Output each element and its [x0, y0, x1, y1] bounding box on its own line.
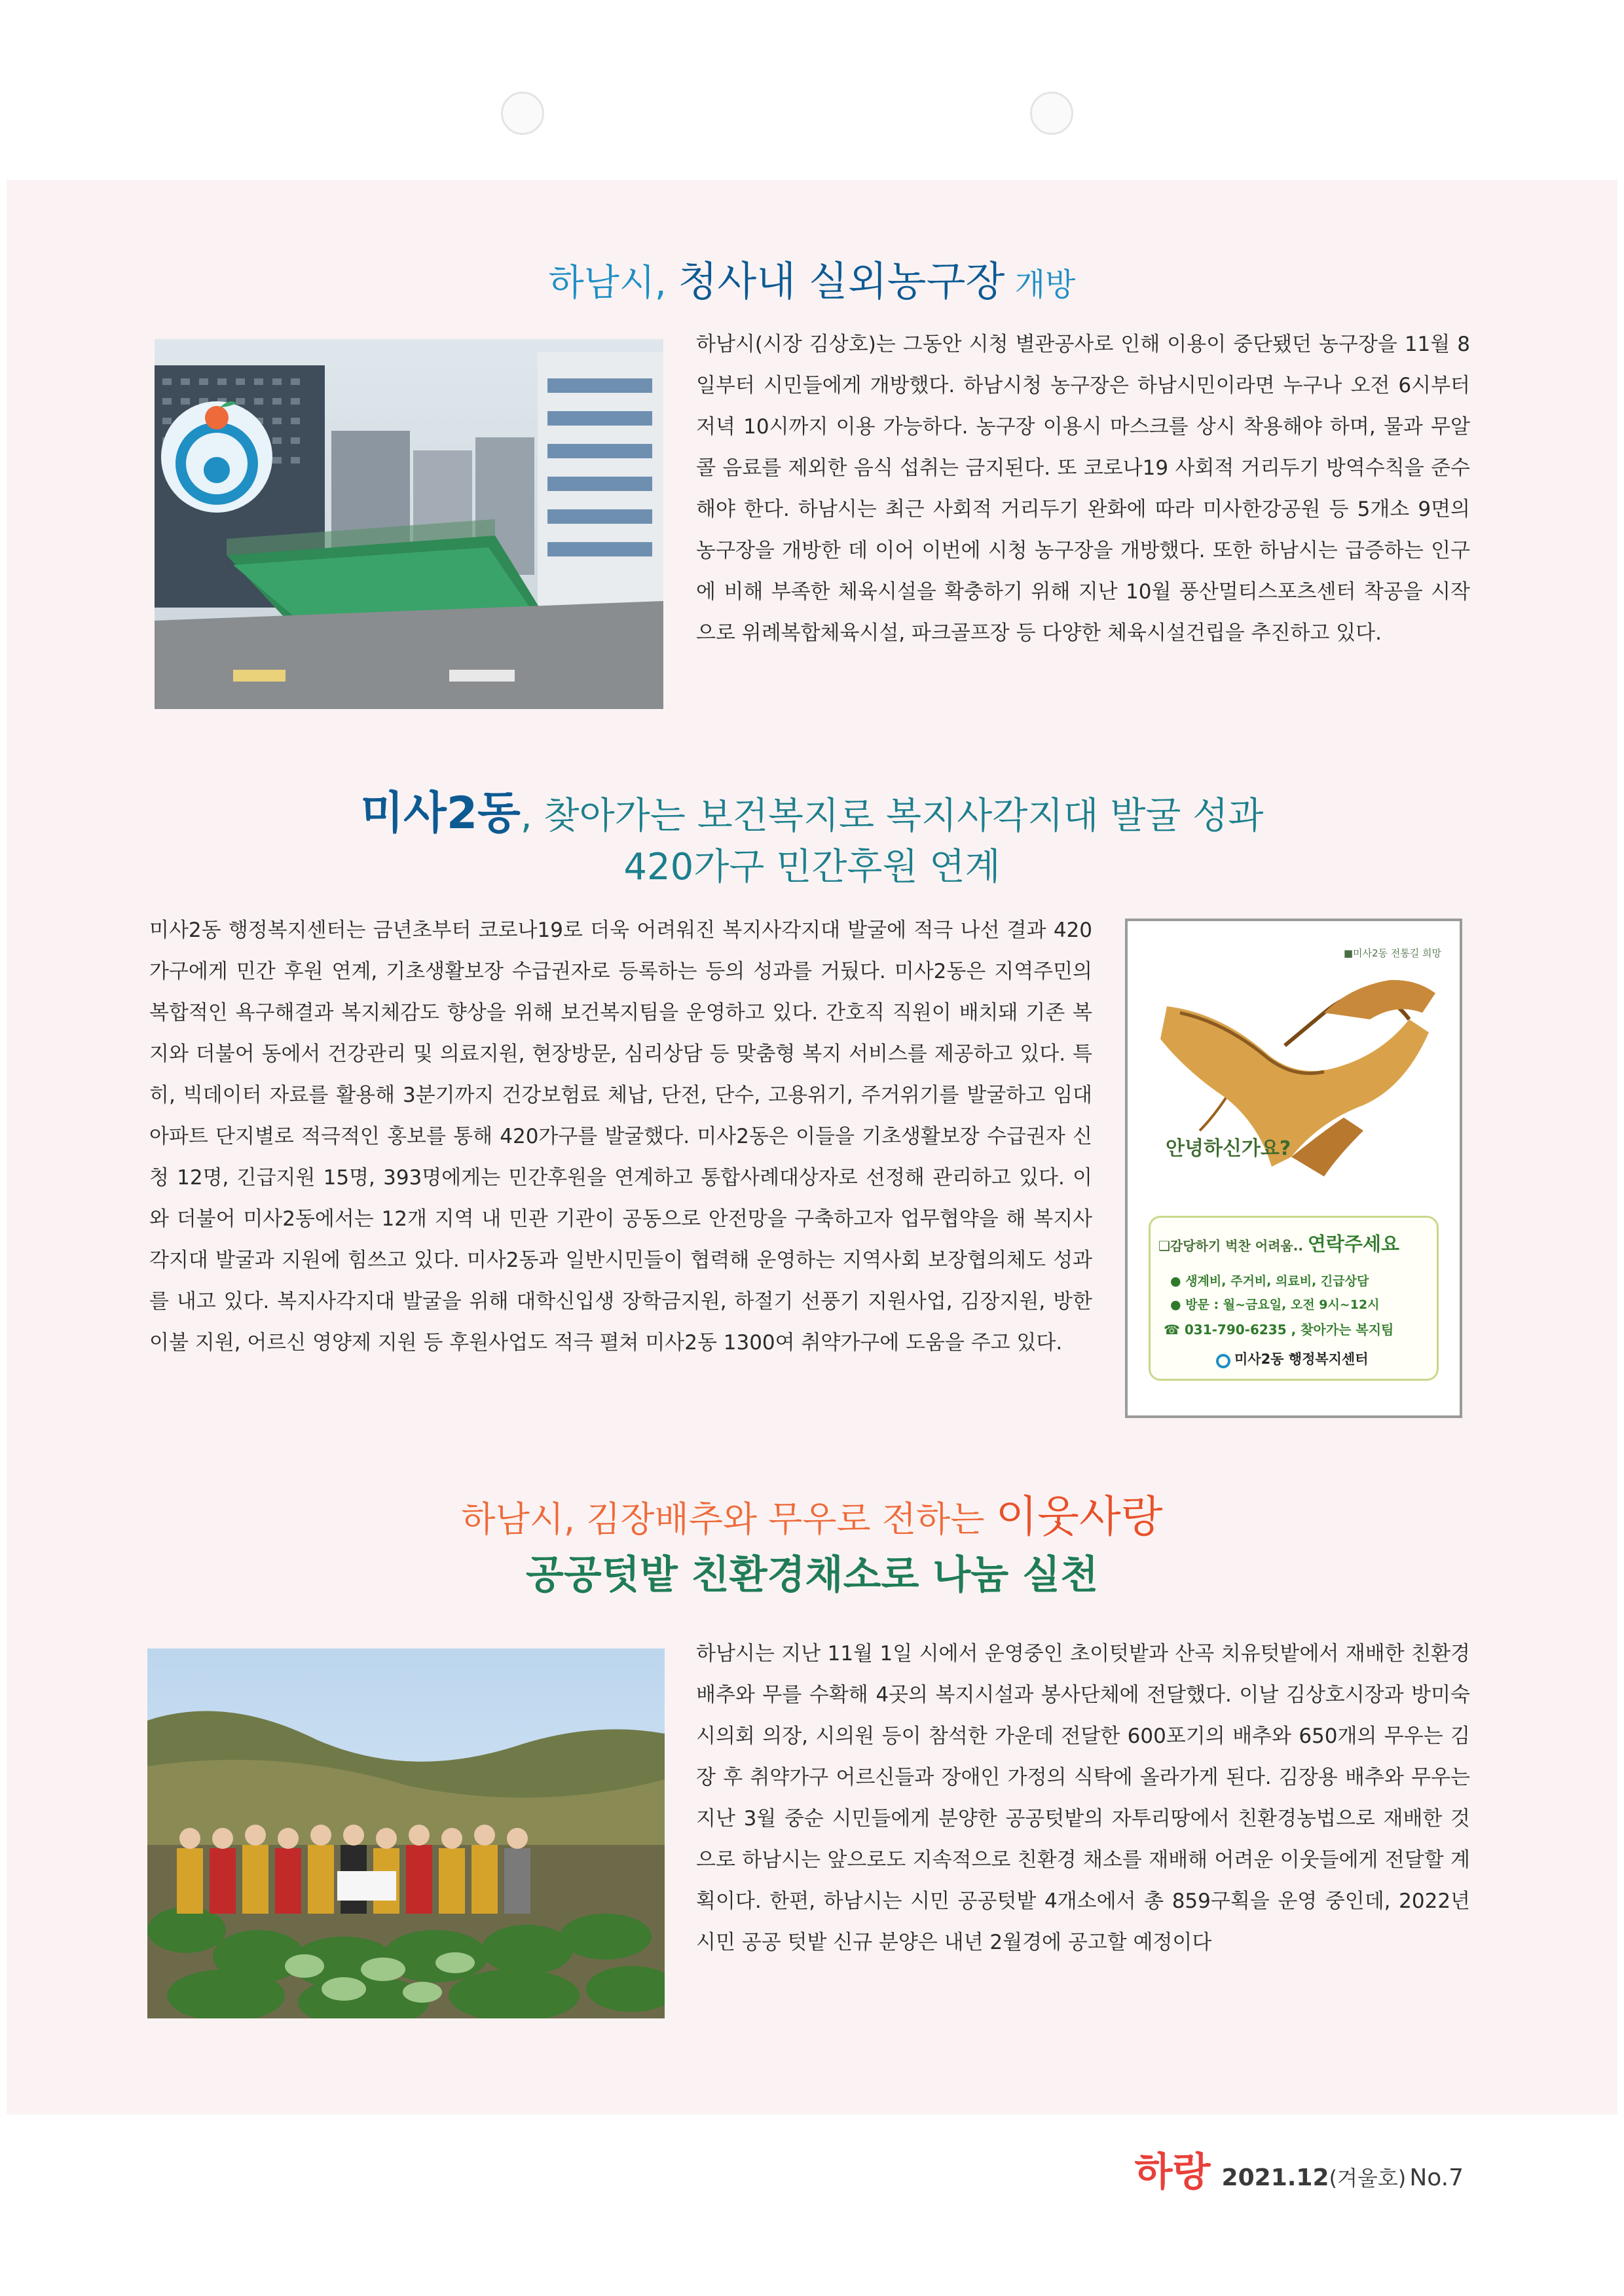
article1-title-part3: 개방 [1005, 266, 1076, 303]
article1-title-part2: 청사내 실외농구장 [678, 257, 1005, 305]
poster-item-text: 방문 : 월~금요일, 오전 9시~12시 [1185, 1298, 1380, 1312]
issue-date: 2021.12 [1221, 2164, 1329, 2191]
poster-box-title [1158, 1230, 1399, 1256]
article2-body: 미사2동 행정복지센터는 금년초부터 코로나19로 더욱 어려워진 복지사각지대 발굴에 적극 나선 결과 420가구에게 민간 후원 연계, 기초생활보장 수급권자로 등록하는 등의 성과를 거뒀다. 미사2동은 지역주민의 복합적인 욕구해결과 복지체감도 향상을 위해 보건복지팀을 운영하고 있다. 간호직 직원이 배치돼 기존 복지와 더불어 동에서 건강관리 및 의료지원, 현장방문, 심리상담 등 맞춤형 복지 서비스를 제공하고 있다. 특히, 빅데이터 자료를 활용해 3분기까지 건강보험료 체납, 단전, 단수, 고용위기, 주거위기를 발굴하고 임대아파트 단지별로 적극적인 홍보를 통해 420가구를 발굴했다. 미사2동은 이들을 기초생활보장 수급권자 신청 12명, 긴급지원 15명, 393명에게는 민간후원을 연계하고 통합사례대상자로 선정해 관리하고 있다. 이와 더불어 미사2동에서는 12개 지역 내 민관 기관이 공동으로 안전망을 구축하고자 업무협약을 해 복지사각지대 발굴과 지원에 힘쓰고 있다. 미사2동과 일반시민들이 협력해 운영하는 지역사회 보장협의체도 성과를 내고 있다. 복지사각지대 발굴을 위해 대학신입생 장학금지원, 하절기 선풍기 지원사업, 김장지원, 방한이불 지원, 어르신 영양제 지원 등 후원사업도 적극 펼쳐 미사2동 1300여 취약가구에 도움을 주고 있다. [149, 919, 1092, 1355]
article3-title-a: 하남시, 김장배추와 무우로 전하는 [461, 1499, 996, 1540]
article2-title-bold: 미사2동 [360, 788, 521, 839]
poster-phone: ☎ 031-790-6235 , 찾아가는 복지팀 [1164, 1322, 1394, 1338]
magazine-brand: 하랑 [1134, 2149, 1211, 2195]
poster-item: ● 방문 : 월~금요일, 오전 9시~12시 [1170, 1298, 1380, 1312]
issue-season: (겨울호) [1329, 2166, 1407, 2191]
article2-title-line1 [0, 778, 1624, 841]
poster-item: ● 생계비, 주거비, 의료비, 긴급상담 [1170, 1274, 1369, 1288]
donation-banner [337, 1871, 396, 1901]
article1-title [0, 249, 1624, 307]
article3-body: 하남시는 지난 11월 1일 시에서 운영중인 초이텃밭과 산곡 치유텃밭에서 재배한 친환경 배추와 무를 수확해 4곳의 복지시설과 봉사단체에 전달했다. 이날 김상호시장과 방미숙 시의회 의장, 시의원 등이 참석한 가운데 전달한 600포기의 배추와 650개의 무우는 김장 후 취약가구 어르신들과 장애인 가정의 식탁에 올라가게 된다. 김장용 배추와 무우는 지난 3월 중순 시민들에게 분양한 공공텃밭의 자투리땅에서 친환경농법으로 재배한 것으로 하남시는 앞으로도 지속적으로 친환경 채소를 재배해 어려운 이웃들에게 전달할 계획이다. 한편, 하남시는 시민 공공텃밭 4개소에서 총 859구획을 운영 중인데, 2022년 시민 공공 텃밭 신규 분양은 내년 2월경에 공고할 예정이다 [696, 1642, 1470, 1954]
welfare-poster [1125, 919, 1462, 1418]
poster-center [1216, 1349, 1369, 1368]
poster-center-name: 미사2동 행정복지센터 [1234, 1351, 1369, 1367]
kimchi-cabbage-donation-photo [147, 1649, 665, 2018]
poster-greeting: 안녕하신가요? [1166, 1137, 1291, 1160]
article3-title-b: 이웃사랑 [995, 1491, 1163, 1542]
article2-title-line2: 420가구 민간후원 연계 [623, 846, 1001, 888]
poster-info-box [1149, 1216, 1439, 1381]
article3-title-line1 [0, 1482, 1624, 1544]
article1-body: 하남시(시장 김상호)는 그동안 시청 별관공사로 인해 이용이 중단됐던 농구장을 11월 8일부터 시민들에게 개방했다. 하남시청 농구장은 하남시민이라면 누구나 오전 6시부터 저녁 10시까지 이용 가능하다. 농구장 이용시 마스크를 상시 착용해야 하며, 물과 무알콜 음료를 제외한 음식 섭취는 금지된다. 또 코로나19 사회적 거리두기 방역수칙을 준수해야 한다. 하남시는 최근 사회적 거리두기 완화에 따라 미사한강공원 등 5개소 9면의 농구장을 개방한 데 이어 이번에 시청 농구장을 개방했다. 또한 하남시는 급증하는 인구에 비해 부족한 체육시설을 확충하기 위해 지난 10월 풍산멀티스포츠센터 착공을 시작으로 위례복합체육시설, 파크골프장 등 다양한 체육시설건립을 추진하고 있다. [696, 333, 1470, 645]
article1-title-part1: 하남시, [548, 262, 678, 304]
punch-hole-right [1030, 92, 1073, 135]
article2-title-rest: , 찾아가는 보건복지로 복지사각지대 발굴 성과 [520, 795, 1264, 837]
poster-box-title-a: ❑감당하기 벅찬 어려움.. [1158, 1238, 1308, 1254]
poster-top-label: ■미사2동 전통길 희망 [1343, 947, 1441, 959]
misa2dong-logo-icon [1216, 1354, 1230, 1368]
volunteers-group [177, 1825, 530, 1914]
punch-hole-left [501, 92, 544, 135]
magazine-footer [1135, 2141, 1464, 2197]
article3-title-line2: 공공텃밭 친환경채소로 나눔 실천 [525, 1552, 1099, 1598]
basketball-court-photo [155, 339, 663, 709]
poster-box-title-b: 연락주세요 [1307, 1233, 1399, 1255]
issue-number: No.7 [1409, 2164, 1464, 2191]
poster-item-text: 생계비, 주거비, 의료비, 긴급상담 [1185, 1274, 1369, 1288]
